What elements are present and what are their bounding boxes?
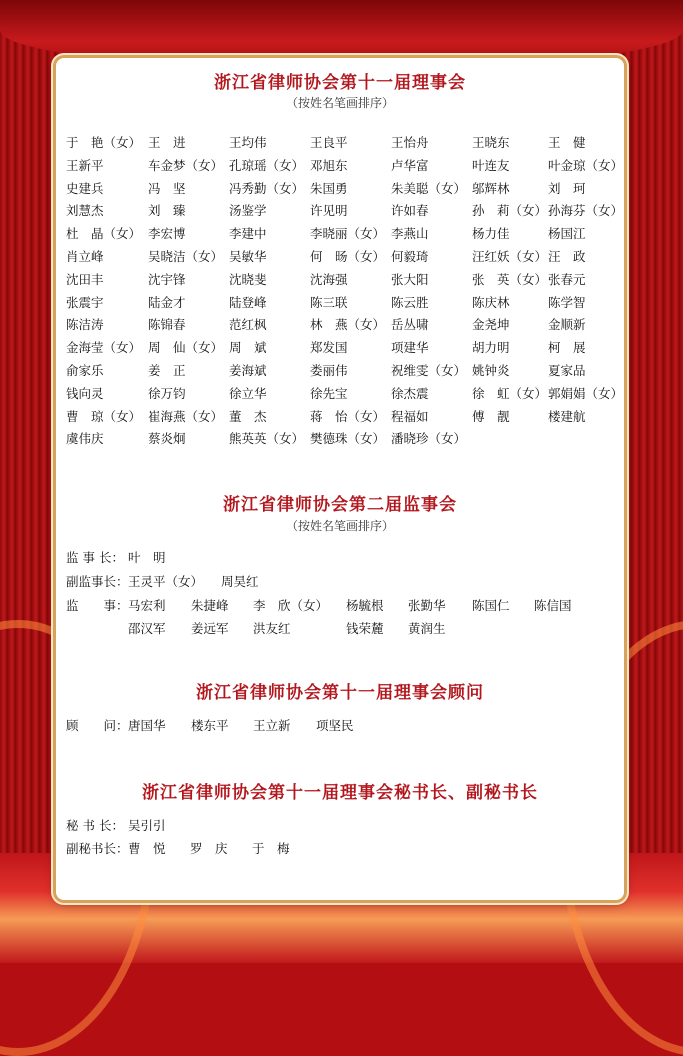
council-member-name: 王 进 [148,135,186,150]
council-member-name: 林 燕（女） [310,317,386,333]
council-member-name: 刘慧杰 [66,203,104,219]
council-member-name: 崔海燕（女） [148,408,224,424]
council-member-name: 钱向灵 [66,385,104,401]
council-member-name: 俞家乐 [66,363,104,378]
council-member-name: 王怡舟 [391,135,429,150]
council-member-name: 许如春 [391,203,429,219]
council-member-name: 周 斌 [229,340,267,356]
council-member-name: 张春元 [548,271,586,287]
council-member-name: 汤鉴学 [229,203,267,219]
council-member-name: 冯秀勤（女） [229,180,305,196]
supervisor-member-name: 钱荣麓 [346,621,384,636]
advisor-name: 项坚民 [316,718,354,733]
council-member-name: 吴晓洁（女） [148,249,224,264]
council-member-name: 郭娟娟（女） [548,385,624,401]
council-member-name: 孔琼瑶（女） [229,157,305,173]
council-member-name: 蔡炎炯 [148,431,186,447]
council-member-name: 虞伟庆 [66,431,104,447]
document-panel [56,58,624,900]
secretaries-title: 浙江省律师协会第十一届理事会秘书长、副秘书长 [142,783,538,803]
supervisors-subtitle: （按姓名笔画排序） [285,519,394,533]
council-member-name: 何毅琦 [391,249,429,264]
advisors-title: 浙江省律师协会第十一届理事会顾问 [196,683,484,703]
council-member-name: 陈云胜 [391,294,429,310]
council-member-name: 邓旭东 [310,157,348,173]
council-member-name: 朱美聪（女） [391,180,467,196]
council-member-name: 李晓丽（女） [310,226,386,242]
supervisor-member-name: 马宏利 [128,598,166,613]
council-member-name: 姜海斌 [229,363,267,378]
council-member-name: 夏家品 [548,363,586,378]
deputy-secretary-label: 副秘书长： [66,841,129,856]
council-member-name: 柯 展 [548,340,586,356]
council-member-name: 于 艳（女） [66,135,142,150]
council-member-name: 徐立华 [229,385,267,401]
council-member-name: 沈海强 [310,271,348,287]
deputy-secretary-name: 于 梅 [252,841,290,856]
advisor-name: 唐国华 [128,718,166,733]
council-member-name: 卢华富 [391,157,429,173]
council-member-name: 刘 珂 [548,180,586,196]
council-member-name: 王新平 [66,157,104,173]
council-member-name: 陈学智 [548,294,586,310]
council-member-name: 姜 正 [148,363,186,378]
council-member-name: 杜 晶（女） [66,226,142,242]
council-member-name: 祝维雯（女） [391,363,467,378]
council-member-name: 王均伟 [229,135,267,150]
council-member-name: 吴敏华 [229,249,267,264]
council-member-name: 岳丛啸 [391,317,429,333]
council-member-name: 金海莹（女） [66,340,142,356]
supervisor-member-name: 陈信国 [534,598,572,613]
council-member-name: 沈宇锋 [148,271,186,287]
council-member-name: 胡力明 [472,340,510,356]
supervisor-member-name: 黄润生 [408,621,446,636]
council-member-name: 杨国江 [548,226,586,242]
supervisor-chief-name: 叶 明 [128,550,166,565]
supervisor-chief-label: 监 事 长： [66,550,124,565]
supervisor-member-name: 张勤华 [408,598,446,613]
council-member-name: 孙 莉（女） [472,203,548,219]
supervisor-member-name: 李 欣（女） [253,598,329,613]
council-member-name: 张 英（女） [472,271,548,287]
council-member-name: 汪 政 [548,249,586,264]
council-member-name: 孙海芬（女） [548,203,624,219]
council-member-name: 徐万钧 [148,385,186,401]
council-member-name: 何 旸（女） [310,249,386,264]
supervisor-member-name: 姜远军 [191,621,229,636]
council-member-name: 叶金琼（女） [548,157,624,173]
council-member-name: 陈庆林 [472,294,510,310]
council-member-name: 傅 靓 [472,408,510,424]
council-member-name: 周 仙（女） [148,340,224,356]
council-member-name: 曹 琼（女） [66,408,142,424]
council-member-name: 陈三联 [310,294,348,310]
council-member-name: 潘晓珍（女） [391,431,467,447]
deputy-secretary-name: 罗 庆 [190,841,228,856]
council-member-name: 蒋 怡（女） [310,408,386,424]
council-member-name: 樊德珠（女） [310,431,386,447]
council-member-name: 张大阳 [391,271,429,287]
council-member-name: 熊英英（女） [229,431,305,447]
council-member-name: 楼建航 [548,408,586,424]
council-member-name: 陈洁涛 [66,317,104,333]
supervisor-member-name: 洪友红 [253,621,291,636]
council-member-name: 王晓东 [472,135,510,150]
supervisor-member-name: 杨毓根 [346,598,384,613]
council-member-name: 李燕山 [391,226,429,242]
supervisor-deputy-label: 副监事长： [66,574,129,589]
council-member-name: 金尧坤 [472,317,510,333]
council-member-name: 李建中 [229,226,267,242]
supervisor-deputy-name: 王灵平（女） [128,574,204,589]
council-member-name: 程福如 [391,408,429,424]
council-member-name: 刘 臻 [148,203,186,219]
supervisor-member-name: 朱捷峰 [191,598,229,613]
advisors-label: 顾 问： [66,718,129,733]
council-member-name: 范红枫 [229,317,267,333]
council-member-name: 王良平 [310,135,348,150]
council-member-name: 徐先宝 [310,385,348,401]
council-member-name: 冯 坚 [148,180,186,196]
council-member-name: 朱国勇 [310,180,348,196]
advisor-name: 楼东平 [191,718,229,733]
deputy-secretary-name: 曹 悦 [128,841,166,856]
supervisors-title: 浙江省律师协会第二届监事会 [223,495,457,515]
council-member-name: 陆登峰 [229,294,267,310]
council-member-name: 娄丽伟 [310,363,348,378]
advisor-name: 王立新 [253,718,291,733]
secretary-general-name: 吴引引 [128,818,166,833]
secretary-general-label: 秘 书 长： [66,818,124,833]
council-member-name: 肖立峰 [66,249,104,264]
council-subtitle: （按姓名笔画排序） [285,96,394,110]
council-member-name: 车金梦（女） [148,157,224,173]
supervisor-members-label: 监 事： [66,598,129,613]
council-member-name: 陈锦春 [148,317,186,333]
council-member-name: 许见明 [310,203,348,219]
council-member-name: 李宏博 [148,226,186,242]
council-member-name: 项建华 [391,340,429,356]
supervisor-deputy-name: 周昊红 [221,574,259,589]
council-member-name: 徐杰震 [391,385,429,401]
supervisor-member-name: 邵汉军 [128,621,166,636]
council-member-name: 郑发国 [310,340,348,356]
council-member-name: 邬辉林 [472,180,510,196]
council-member-name: 姚钟炎 [472,363,510,378]
supervisor-member-name: 陈国仁 [472,598,510,613]
council-member-name: 金顺新 [548,317,586,333]
council-member-name: 沈田丰 [66,271,104,287]
council-title: 浙江省律师协会第十一届理事会 [214,73,466,93]
council-member-name: 董 杰 [229,408,267,424]
council-member-name: 张震宇 [66,294,104,310]
council-member-name: 史建兵 [66,180,104,196]
council-member-name: 徐 虹（女） [472,385,548,401]
council-member-name: 沈晓斐 [229,271,267,287]
council-member-name: 叶连友 [472,157,510,173]
council-member-name: 杨力佳 [472,226,510,242]
council-member-name: 汪红妖（女） [472,249,548,264]
council-member-name: 王 健 [548,135,586,150]
council-member-name: 陆金才 [148,294,186,310]
